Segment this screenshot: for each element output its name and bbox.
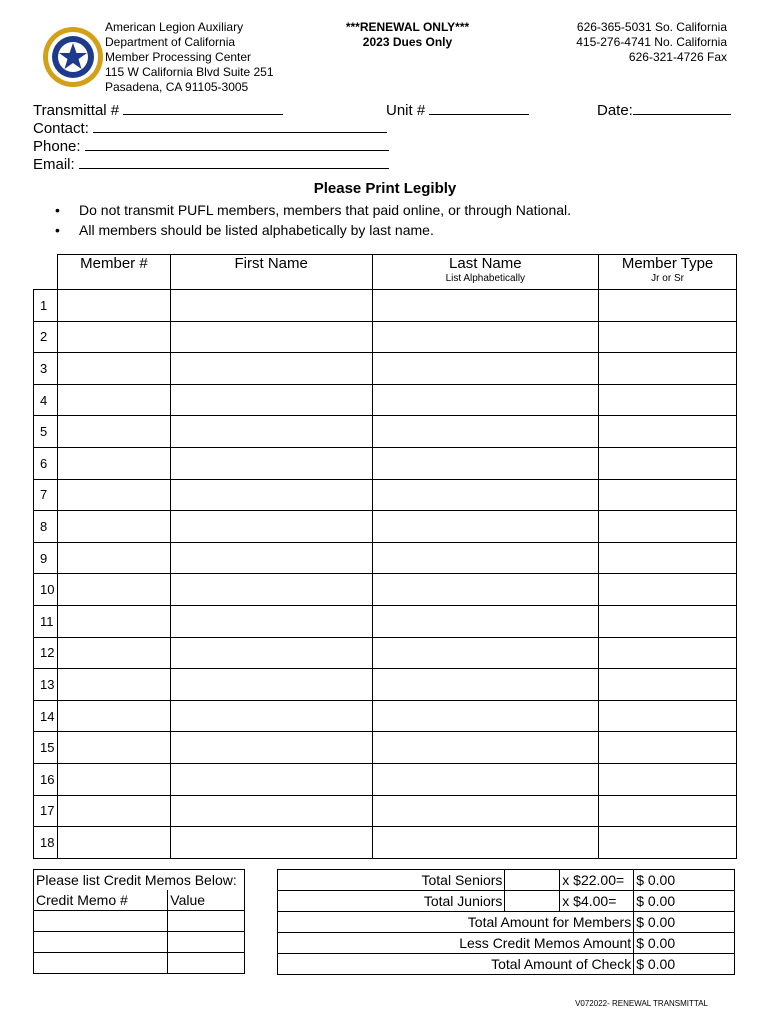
last-name-cell[interactable] [372,763,599,795]
last-name-cell[interactable] [372,605,599,637]
table-row [34,827,737,859]
member-type-cell[interactable] [599,605,737,637]
table-row [34,700,737,732]
member-type-cell[interactable] [599,511,737,543]
member-type-cell[interactable] [599,763,737,795]
credit-memo-table [33,869,245,974]
totals-table [277,869,735,975]
first-name-cell[interactable] [170,290,372,322]
last-name-cell[interactable] [372,827,599,859]
last-name-cell[interactable] [372,511,599,543]
first-name-cell[interactable] [170,700,372,732]
member-type-cell[interactable] [599,384,737,416]
member-type-cell[interactable] [599,353,737,385]
member-number-cell[interactable] [57,353,170,385]
member-type-cell[interactable] [599,637,737,669]
last-name-cell[interactable] [372,542,599,574]
credit-value-cell[interactable] [168,911,245,932]
member-number-cell[interactable] [57,511,170,543]
first-name-cell[interactable] [170,637,372,669]
form-version-footer: V072022- RENEWAL TRANSMITTAL [575,999,708,1008]
last-name-cell[interactable] [372,447,599,479]
row-number: 15 [34,732,58,764]
member-type-cell[interactable] [599,574,737,606]
contact-blank[interactable] [93,119,387,133]
org-line: 115 W California Blvd Suite 251 [105,65,274,79]
row-number: 13 [34,669,58,701]
last-name-cell[interactable] [372,700,599,732]
table-row [34,732,737,764]
senior-rate: x $22.00= [560,870,634,891]
contact-label: Contact: [33,120,89,137]
member-number-cell[interactable] [57,290,170,322]
email-field[interactable] [33,155,389,174]
first-name-cell[interactable] [170,511,372,543]
total-check-amount[interactable]: $ 0.00 [634,954,735,975]
senior-amount[interactable]: $ 0.00 [634,870,735,891]
first-name-cell[interactable] [170,669,372,701]
last-name-cell[interactable] [372,795,599,827]
first-name-cell[interactable] [170,321,372,353]
table-row [34,542,737,574]
phone-numbers [520,20,727,65]
total-juniors-label: Total Juniors [278,891,505,912]
first-name-cell[interactable] [170,353,372,385]
row-number: 4 [34,384,58,416]
first-name-cell[interactable] [170,763,372,795]
first-name-cell[interactable] [170,384,372,416]
last-name-cell[interactable] [372,290,599,322]
row-number: 7 [34,479,58,511]
member-number-cell[interactable] [57,384,170,416]
first-name-cell[interactable] [170,479,372,511]
row-number: 18 [34,827,58,859]
row-number: 1 [34,290,58,322]
last-name-cell[interactable] [372,669,599,701]
table-row [34,353,737,385]
row-number: 10 [34,574,58,606]
member-type-cell[interactable] [599,542,737,574]
row-number: 11 [34,605,58,637]
table-row [34,290,737,322]
member-number-cell[interactable] [57,321,170,353]
row-number: 3 [34,353,58,385]
member-type-header: Member Type Jr or Sr [599,255,737,290]
instruction-item: • All members should be listed alphabetically by last name. [55,220,571,240]
member-type-subheader: Jr or Sr [651,273,684,284]
first-name-cell[interactable] [170,732,372,764]
american-legion-auxiliary-emblem [42,26,104,88]
last-name-cell[interactable] [372,732,599,764]
table-row [34,763,737,795]
last-name-cell[interactable] [372,637,599,669]
instruction-item: • Do not transmit PUFL members, members that paid online, or through National. [55,200,571,220]
phone-field[interactable] [33,137,389,156]
renewal-heading [320,20,495,50]
member-number-cell[interactable] [57,605,170,637]
transmittal-field[interactable] [33,101,283,120]
table-row [34,795,737,827]
member-type-cell[interactable] [599,732,737,764]
first-name-cell[interactable] [170,542,372,574]
last-name-cell[interactable] [372,353,599,385]
member-number-cell[interactable] [57,763,170,795]
transmittal-label: Transmittal # [33,102,120,119]
row-number: 6 [34,447,58,479]
member-number-cell[interactable] [57,416,170,448]
total-members-label: Total Amount for Members [278,912,634,933]
dues-year-label: 2023 Dues Only [362,35,453,49]
last-name-cell[interactable] [372,416,599,448]
email-blank[interactable] [79,155,389,169]
last-name-cell[interactable] [372,479,599,511]
row-number-header [34,255,58,290]
phone-line: 626-321-4726 Fax [628,50,727,64]
organization-address [105,20,305,95]
row-number: 14 [34,700,58,732]
table-row [34,479,737,511]
date-field[interactable] [597,101,731,120]
phone-line: 626-365-5031 So. California [576,20,727,34]
credit-memo-number-header: Credit Memo # [34,890,168,911]
table-row [34,511,737,543]
member-number-cell[interactable] [57,700,170,732]
member-type-cell[interactable] [599,700,737,732]
unit-label: Unit # [386,102,426,119]
email-label: Email: [33,156,75,173]
junior-amount[interactable]: $ 0.00 [634,891,735,912]
first-name-cell[interactable] [170,447,372,479]
phone-label: Phone: [33,138,81,155]
credit-memo-cell[interactable] [34,953,168,974]
member-type-cell[interactable] [599,321,737,353]
member-number-header: Member # [57,255,170,290]
table-row [34,637,737,669]
first-name-cell[interactable] [170,574,372,606]
first-name-cell[interactable] [170,416,372,448]
member-table [33,254,737,859]
member-number-cell[interactable] [57,827,170,859]
member-number-cell[interactable] [57,795,170,827]
member-type-cell[interactable] [599,416,737,448]
credit-memo-title: Please list Credit Memos Below: [34,870,245,891]
last-name-cell[interactable] [372,384,599,416]
row-number: 16 [34,763,58,795]
contact-field[interactable] [33,119,387,138]
date-blank[interactable] [633,101,731,115]
table-row [34,669,737,701]
credit-memo-cell[interactable] [34,932,168,953]
member-number-cell[interactable] [57,669,170,701]
member-number-cell[interactable] [57,637,170,669]
first-name-cell[interactable] [170,795,372,827]
phone-line: 415-276-4741 No. California [576,35,727,49]
member-number-cell[interactable] [57,479,170,511]
row-number: 17 [34,795,58,827]
print-legibly-title: Please Print Legibly [313,180,457,197]
last-name-subheader: List Alphabetically [445,273,526,284]
renewal-only-label: ***RENEWAL ONLY*** [345,20,470,34]
table-header-row [34,255,737,290]
org-line: American Legion Auxiliary [105,20,244,34]
table-row [34,416,737,448]
member-number-cell[interactable] [57,574,170,606]
credit-memo-cell[interactable] [34,911,168,932]
credit-memos-amount[interactable]: $ 0.00 [634,933,735,954]
total-check-label: Total Amount of Check [278,954,634,975]
total-seniors-count[interactable] [505,870,560,891]
total-seniors-label: Total Seniors [278,870,505,891]
phone-blank[interactable] [85,137,389,151]
member-number-cell[interactable] [57,447,170,479]
junior-rate: x $4.00= [560,891,634,912]
table-row [34,574,737,606]
credit-value-header: Value [168,890,245,911]
row-number: 5 [34,416,58,448]
last-name-cell[interactable] [372,574,599,606]
last-name-cell[interactable] [372,321,599,353]
member-type-cell[interactable] [599,447,737,479]
org-line: Pasadena, CA 91105-3005 [105,80,249,94]
table-row [34,321,737,353]
last-name-header: Last Name List Alphabetically [372,255,599,290]
credit-value-cell[interactable] [168,932,245,953]
org-line: Member Processing Center [105,50,252,64]
table-row [34,447,737,479]
credit-value-cell[interactable] [168,953,245,974]
row-number: 9 [34,542,58,574]
table-row [34,384,737,416]
first-name-header: First Name [170,255,372,290]
member-type-cell[interactable] [599,290,737,322]
unit-blank[interactable] [429,101,529,115]
total-members-amount[interactable]: $ 0.00 [634,912,735,933]
total-juniors-count[interactable] [505,891,560,912]
member-type-cell[interactable] [599,795,737,827]
first-name-cell[interactable] [170,827,372,859]
transmittal-blank[interactable] [123,101,283,115]
table-row [34,605,737,637]
member-number-cell[interactable] [57,732,170,764]
member-type-cell[interactable] [599,827,737,859]
member-number-cell[interactable] [57,542,170,574]
member-type-cell[interactable] [599,669,737,701]
first-name-cell[interactable] [170,605,372,637]
row-number: 12 [34,637,58,669]
row-number: 8 [34,511,58,543]
credit-memos-label: Less Credit Memos Amount [278,933,634,954]
instruction-list [55,200,571,240]
member-type-cell[interactable] [599,479,737,511]
org-line: Department of California [105,35,236,49]
row-number: 2 [34,321,58,353]
unit-field[interactable] [386,101,529,120]
date-label: Date: [597,102,633,119]
